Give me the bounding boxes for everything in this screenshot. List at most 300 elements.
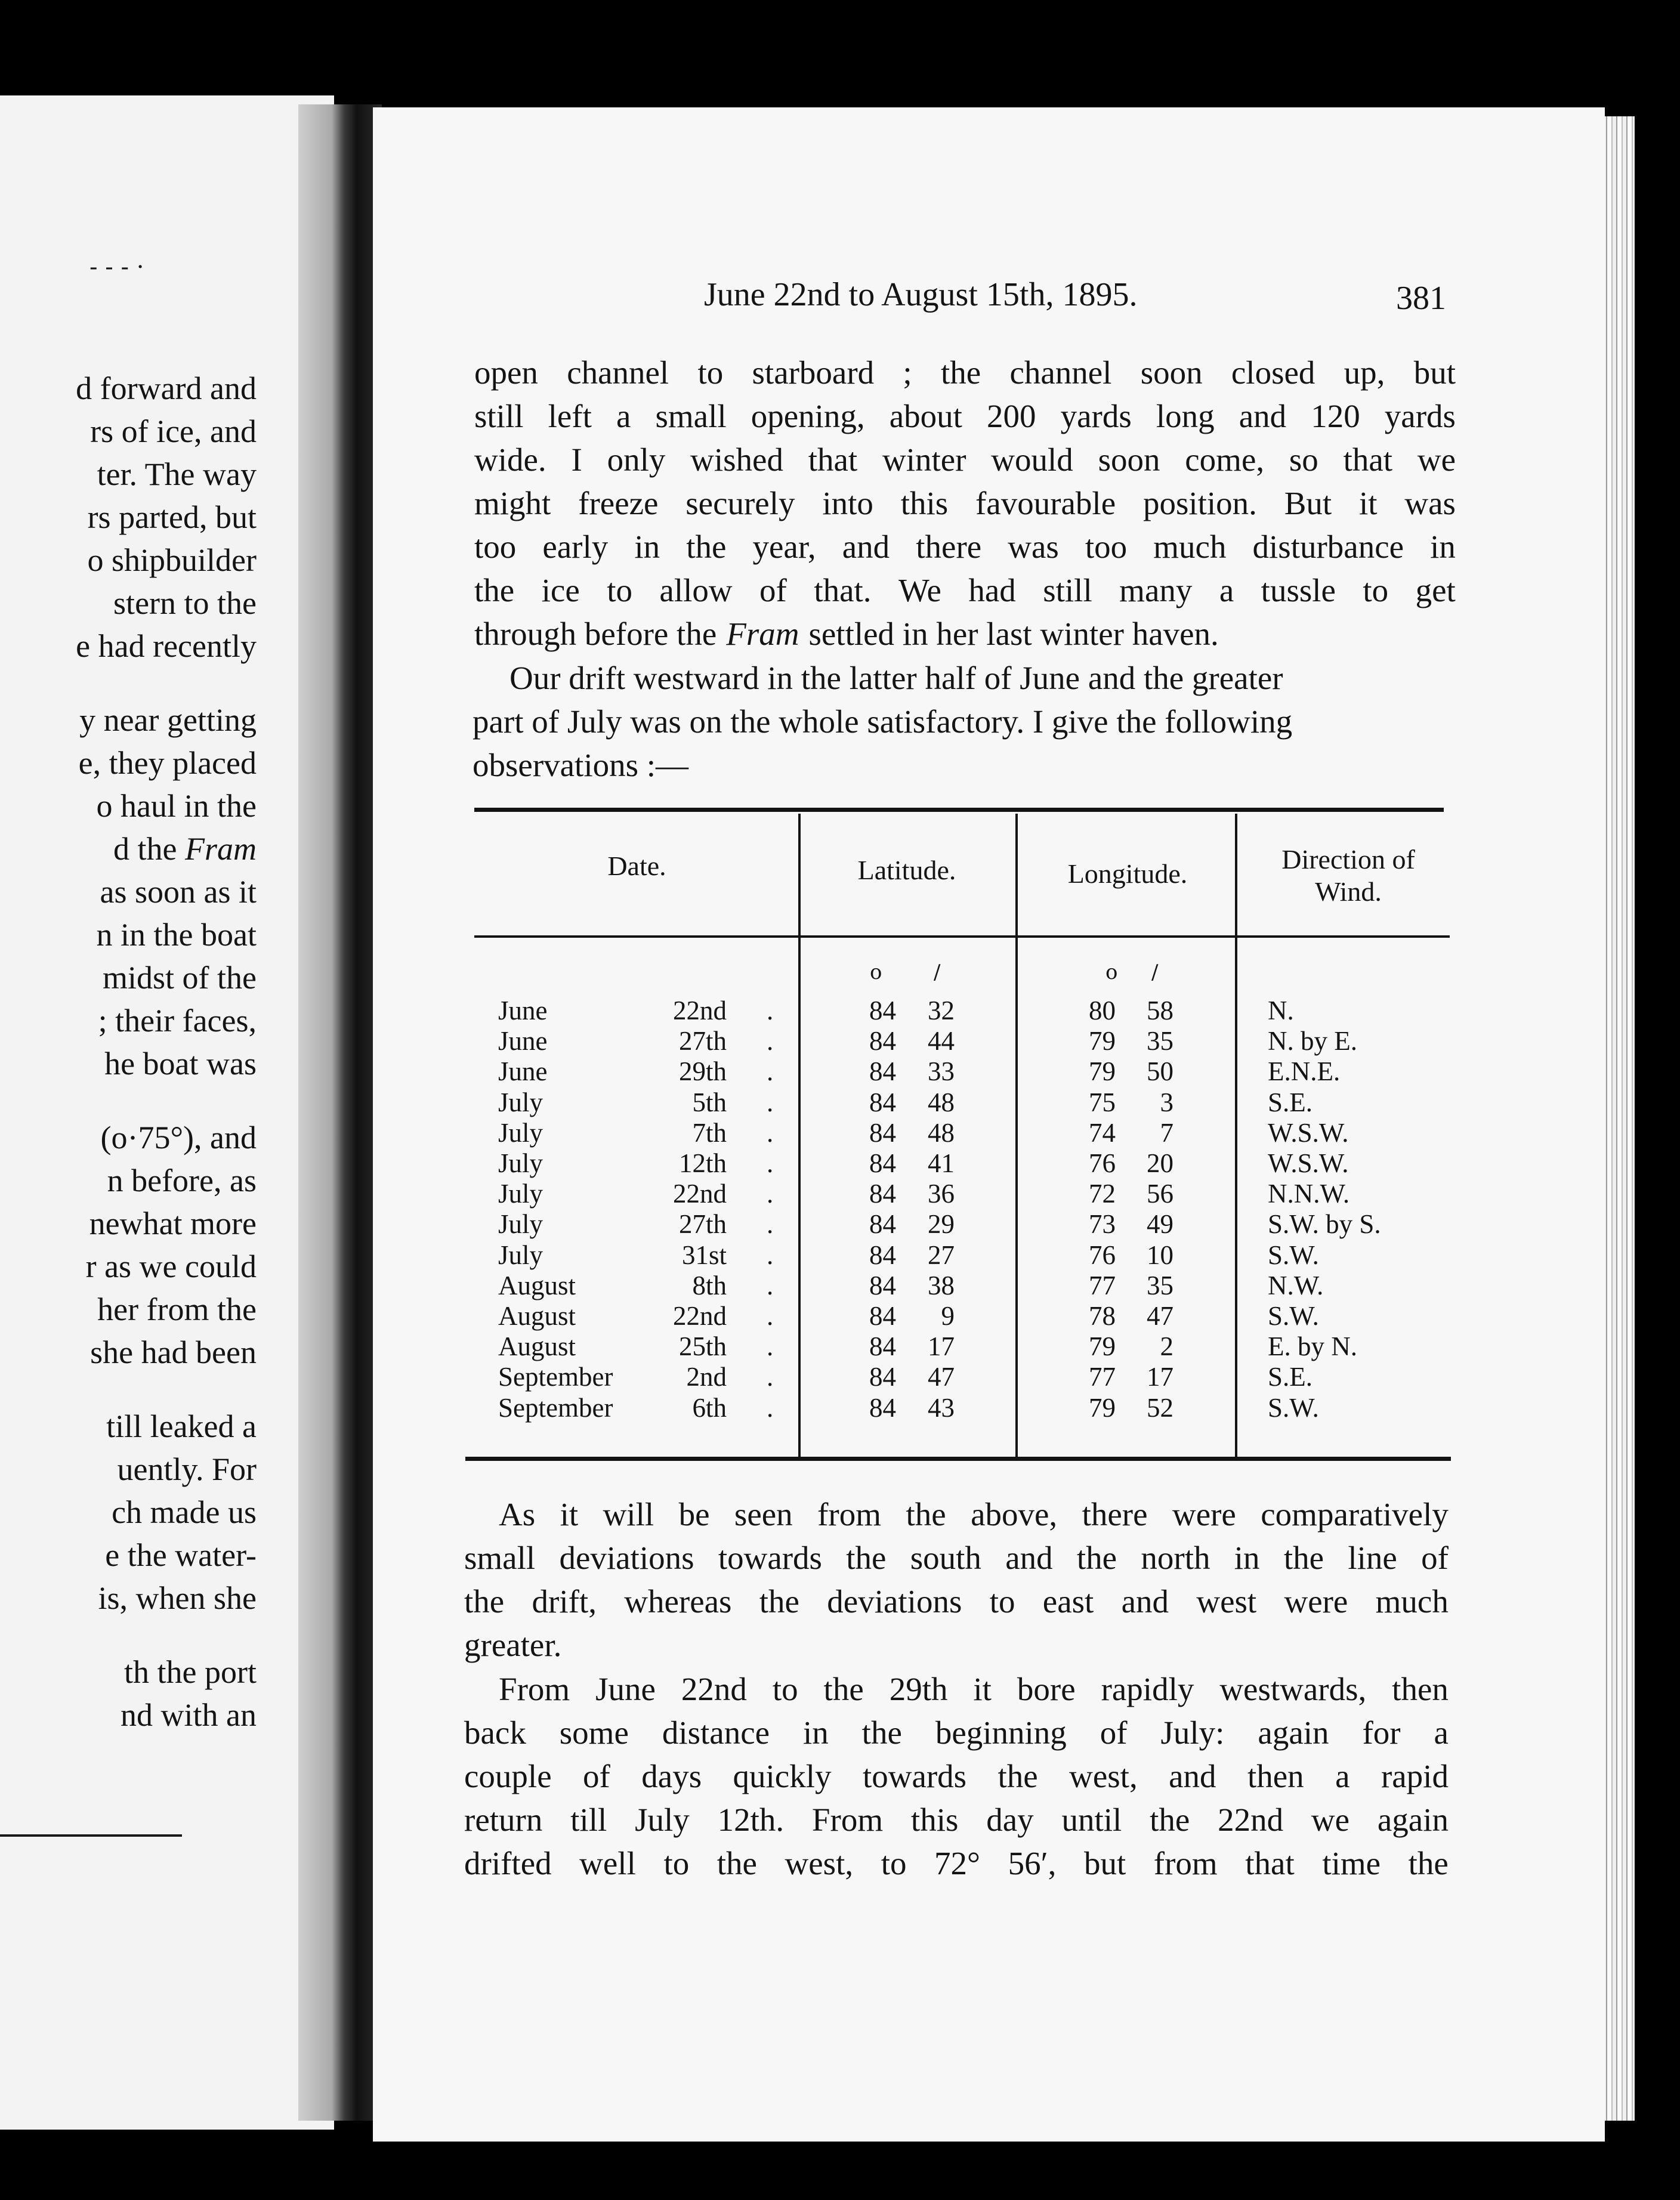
header-date: Date.: [607, 851, 666, 881]
paragraph-4-line: [464, 1711, 1449, 1754]
word: too: [1085, 529, 1128, 565]
word: the: [906, 1496, 946, 1532]
header-wind-line-1: Direction of: [1281, 844, 1415, 875]
latitude-degrees-cell: 84: [869, 1392, 896, 1423]
wind-cell: N. by E.: [1268, 1026, 1357, 1056]
latitude-degrees-cell: 84: [869, 1209, 896, 1240]
word: the: [474, 572, 515, 608]
wind-cell: S.E.: [1268, 1087, 1313, 1117]
latitude-degrees-cell: 84: [869, 1270, 896, 1300]
longitude-minutes-cell: 49: [1147, 1209, 1173, 1240]
day-cell: 25th: [678, 1331, 727, 1362]
word: seen: [734, 1496, 793, 1532]
latitude-minutes-cell: 36: [928, 1179, 955, 1209]
word: return: [464, 1802, 543, 1838]
day-cell: 7th: [692, 1117, 727, 1148]
longitude-degrees-cell: 74: [1089, 1117, 1116, 1148]
day-cell: 8th: [692, 1270, 727, 1300]
header-latitude: Latitude.: [857, 855, 956, 885]
word: a: [616, 398, 631, 434]
leader-dot: .: [767, 1026, 774, 1056]
word: rapid: [1381, 1758, 1449, 1794]
word: the: [717, 1845, 757, 1881]
paragraph-3-line: [464, 1493, 1449, 1536]
leader-dot: .: [767, 1240, 774, 1270]
word: was: [1404, 485, 1456, 521]
left-page-line: newhat more: [89, 1206, 257, 1241]
latitude-minutes-cell: 17: [928, 1331, 955, 1362]
word: and: [1121, 1583, 1169, 1620]
word: still: [474, 398, 524, 434]
left-page-line: e the water-: [105, 1537, 257, 1573]
word: only: [607, 441, 666, 478]
left-page-italic: Fram: [185, 831, 257, 867]
paragraph-3-line: [464, 1623, 1449, 1667]
word: ice: [541, 572, 580, 608]
word: well: [579, 1845, 636, 1881]
longitude-minutes-cell: 2: [1160, 1331, 1173, 1362]
left-page-line: stern to the: [113, 585, 257, 621]
leader-dot: .: [767, 1179, 774, 1209]
longitude-minutes-cell: 47: [1147, 1301, 1173, 1331]
month-cell: June: [498, 1026, 548, 1056]
word: a: [1335, 1758, 1350, 1794]
word: that: [808, 441, 858, 478]
word: in: [802, 1714, 829, 1751]
month-cell: September: [498, 1392, 613, 1423]
header-longitude: Longitude.: [1067, 858, 1188, 889]
word: small: [655, 398, 727, 434]
word: north: [1141, 1540, 1210, 1576]
table-row: [0, 995, 1680, 1026]
word: were: [1172, 1496, 1236, 1532]
word: this: [910, 1802, 959, 1838]
word: the: [464, 1583, 505, 1620]
word: freeze: [578, 485, 659, 521]
word: open: [474, 354, 538, 391]
paragraph-4-line: [464, 1841, 1449, 1885]
word: so: [1289, 441, 1318, 478]
wind-cell: E. by N.: [1268, 1331, 1357, 1362]
latitude-minutes-cell: 33: [928, 1056, 955, 1087]
month-cell: July: [498, 1179, 543, 1209]
day-cell: 31st: [681, 1240, 727, 1270]
word: channel: [567, 354, 669, 391]
left-page-line: e had recently: [76, 628, 257, 664]
table-top-rule: [474, 808, 1444, 812]
word: line: [1348, 1540, 1397, 1576]
leader-dot: .: [767, 1301, 774, 1331]
word: the: [759, 1583, 799, 1620]
longitude-minutes-cell: 35: [1147, 1026, 1173, 1056]
left-page-line: till leaked a: [106, 1408, 257, 1444]
word: come,: [1185, 441, 1265, 478]
word: starboard: [752, 354, 875, 391]
paragraph-2-line: observations :—: [472, 747, 689, 783]
word: many: [1119, 572, 1193, 608]
word: and: [1169, 1758, 1216, 1794]
longitude-degrees-cell: 78: [1089, 1301, 1116, 1331]
month-cell: June: [498, 996, 548, 1025]
left-page-line: th the port: [124, 1654, 257, 1690]
word: the: [1408, 1845, 1449, 1881]
month-cell: July: [498, 1209, 543, 1240]
wind-cell: S.W.: [1268, 1392, 1319, 1423]
word: opening,: [751, 398, 865, 434]
running-head: June 22nd to August 15th, 1895.: [704, 276, 1138, 313]
word: might: [474, 485, 551, 521]
page-number: 381: [1396, 280, 1446, 317]
left-page-line: uently. For: [117, 1451, 257, 1487]
wind-cell: W.S.W.: [1268, 1117, 1349, 1148]
day-cell: 5th: [692, 1087, 727, 1117]
word: that: [1245, 1845, 1295, 1881]
left-page-line: [0, 1620, 257, 1651]
word: the: [998, 1758, 1038, 1794]
day-cell: 27th: [678, 1026, 727, 1056]
wind-cell: W.S.W.: [1268, 1148, 1349, 1178]
word: July:: [1160, 1714, 1225, 1751]
word: a: [1434, 1714, 1449, 1751]
word: for: [1362, 1714, 1401, 1751]
word: soon: [1098, 441, 1160, 478]
word: west,: [785, 1845, 854, 1881]
left-page-line: o shipbuilder: [87, 542, 257, 578]
table-row: [0, 1300, 1680, 1331]
month-cell: August: [498, 1270, 576, 1300]
longitude-minutes-cell: 35: [1147, 1270, 1173, 1300]
word: there: [916, 529, 982, 565]
wind-cell: S.W.: [1268, 1240, 1319, 1270]
latitude-minutes-cell: 44: [928, 1026, 955, 1056]
word: greater.: [464, 1627, 562, 1663]
latitude-minutes-cell: 48: [928, 1087, 955, 1117]
word: was: [1008, 529, 1059, 565]
word: wide.: [474, 441, 546, 478]
longitude-degrees-cell: 79: [1089, 1056, 1116, 1087]
left-page-line: midst of the: [103, 960, 257, 996]
day-cell: 22nd: [673, 996, 727, 1025]
word: back: [464, 1714, 526, 1751]
word: From: [811, 1802, 884, 1838]
paragraph-1-line: [474, 481, 1456, 525]
word: the: [1283, 1540, 1324, 1576]
month-cell: July: [498, 1240, 543, 1270]
longitude-minutes-cell: 58: [1147, 996, 1173, 1025]
word: wished: [690, 441, 783, 478]
latitude-minutes-cell: 27: [928, 1240, 955, 1270]
left-page-line: (o·75°), and: [100, 1120, 257, 1155]
month-cell: June: [498, 1056, 548, 1087]
word: closed: [1231, 354, 1315, 391]
day-cell: 6th: [692, 1392, 727, 1423]
table-row: [0, 1117, 1680, 1148]
word: westwards,: [1219, 1671, 1367, 1707]
word: settled in her last winter haven.: [808, 616, 1219, 652]
table-row: [0, 1056, 1680, 1087]
word: drift,: [532, 1583, 597, 1620]
word: of: [759, 572, 787, 608]
paragraph-4-line: [464, 1798, 1449, 1841]
paragraph-4-line: [464, 1754, 1449, 1798]
paragraph-1-line: [474, 568, 1456, 612]
table-bottom-rule: [465, 1457, 1451, 1461]
word: distance: [662, 1714, 770, 1751]
word: to: [697, 354, 724, 391]
left-page-line: her from the: [97, 1291, 257, 1327]
left-page-line: r as we could: [85, 1249, 257, 1284]
word: the: [1150, 1802, 1190, 1838]
latitude-minutes-cell: 43: [928, 1392, 955, 1423]
word: June: [595, 1671, 656, 1707]
left-page-line: rs parted, but: [87, 499, 257, 535]
word: towards: [862, 1758, 967, 1794]
word: disturbance: [1252, 529, 1404, 565]
latitude-minutes-cell: 41: [928, 1148, 955, 1178]
left-page-line: e, they placed: [78, 745, 257, 781]
leader-dot: .: [767, 1209, 774, 1240]
word: deviations: [827, 1583, 962, 1620]
word: 22nd: [681, 1671, 747, 1707]
word: south: [910, 1540, 981, 1576]
longitude-minutes-cell: 20: [1147, 1148, 1173, 1178]
longitude-degrees-cell: 76: [1089, 1148, 1116, 1178]
word: still: [1043, 572, 1092, 608]
word: to: [772, 1671, 798, 1707]
word: to: [663, 1845, 690, 1881]
paragraph-4-line: [464, 1667, 1449, 1711]
word: it: [560, 1496, 579, 1532]
word: west,: [1069, 1758, 1138, 1794]
longitude-degrees-cell: 76: [1089, 1240, 1116, 1270]
word: into: [822, 485, 873, 521]
word: the: [686, 529, 727, 565]
left-page-line: d forward and: [76, 370, 257, 406]
word: We: [898, 572, 941, 608]
leader-dot: .: [767, 1362, 774, 1392]
left-page-line: y near getting: [79, 702, 257, 738]
paragraph-1-line: [474, 438, 1456, 481]
word: the: [1076, 1540, 1117, 1576]
word: in: [1430, 529, 1456, 565]
leader-dot: .: [767, 1392, 774, 1423]
word: above,: [971, 1496, 1058, 1532]
left-page-line: he boat was: [104, 1046, 257, 1082]
latitude-degrees-cell: 84: [869, 1087, 896, 1117]
longitude-minutes-cell: 50: [1147, 1056, 1173, 1087]
word: of: [1100, 1714, 1128, 1751]
left-page-rule: [0, 1834, 182, 1837]
word: will: [603, 1496, 654, 1532]
paragraph-1-line: [474, 394, 1456, 438]
left-page-line: she had been: [90, 1334, 257, 1370]
left-page-line: d the Fram: [113, 831, 257, 867]
paragraph-1-line: [474, 351, 1456, 394]
table-row: [0, 1025, 1680, 1056]
longitude-minutes-cell: 17: [1147, 1362, 1173, 1392]
longitude-degrees-cell: 77: [1089, 1270, 1116, 1300]
word: couple: [464, 1758, 552, 1794]
leader-dot: .: [767, 1056, 774, 1087]
word: small: [464, 1540, 536, 1576]
leader-dot: .: [767, 1331, 774, 1362]
word: But: [1284, 485, 1332, 521]
table-row: [0, 1087, 1680, 1118]
month-cell: July: [498, 1148, 543, 1178]
word: from: [1153, 1845, 1218, 1881]
left-page-line: n before, as: [107, 1163, 257, 1198]
day-cell: 22nd: [673, 1301, 727, 1331]
table-row: [0, 1240, 1680, 1271]
word: 72°: [934, 1845, 981, 1881]
word: that: [1343, 441, 1393, 478]
longitude-minutes-cell: 10: [1147, 1240, 1173, 1270]
word: the: [846, 1540, 887, 1576]
word: until: [1061, 1802, 1122, 1838]
latitude-minute-unit: /: [934, 960, 941, 984]
word: then: [1392, 1671, 1449, 1707]
longitude-degrees-cell: 73: [1089, 1209, 1116, 1240]
word: we: [1417, 441, 1456, 478]
paragraph-3-line: [464, 1580, 1449, 1623]
word: it: [973, 1671, 992, 1707]
left-page-line: nd with an: [121, 1697, 257, 1733]
word: allow: [659, 572, 733, 608]
word: channel: [1009, 354, 1112, 391]
table-row: [0, 1361, 1680, 1392]
header-wind-line-2: Wind.: [1315, 876, 1382, 907]
month-cell: September: [498, 1362, 613, 1392]
word: Fram: [726, 616, 799, 652]
word: beginning: [935, 1714, 1067, 1751]
word: we: [1311, 1802, 1350, 1838]
longitude-degrees-cell: 79: [1089, 1392, 1116, 1423]
day-cell: 29th: [678, 1056, 727, 1087]
paragraph-2-line: part of July was on the whole satisfactory. I give the following: [472, 703, 1293, 740]
latitude-minutes-cell: 32: [928, 996, 955, 1025]
leader-dot: .: [767, 1117, 774, 1148]
latitude-minutes-cell: 47: [928, 1362, 955, 1392]
word: through before the: [474, 616, 717, 652]
word: 200: [987, 398, 1036, 434]
month-cell: August: [498, 1301, 576, 1331]
latitude-degrees-cell: 84: [869, 1240, 896, 1270]
word: early: [542, 529, 609, 565]
word: drifted: [464, 1845, 552, 1881]
paragraph-1-line: [474, 525, 1456, 568]
word: to: [607, 572, 632, 608]
wind-cell: N.: [1268, 996, 1294, 1025]
paragraph-1: [474, 351, 1456, 656]
word: of: [583, 1758, 610, 1794]
left-page-line: n in the boat: [96, 917, 257, 953]
word: too: [474, 529, 517, 565]
word: but: [1413, 354, 1456, 391]
word: again: [1258, 1714, 1329, 1751]
word: From: [499, 1671, 570, 1707]
latitude-degrees-cell: 84: [869, 1179, 896, 1209]
paragraph-3: [464, 1493, 1449, 1667]
word: would: [991, 441, 1073, 478]
wind-cell: S.W. by S.: [1268, 1209, 1381, 1240]
latitude-degrees-cell: 84: [869, 996, 896, 1025]
latitude-degrees-cell: 84: [869, 1056, 896, 1087]
word: that.: [814, 572, 872, 608]
word: get: [1415, 572, 1456, 608]
paragraph-2: [472, 656, 1454, 787]
word: left: [548, 398, 592, 434]
latitude-minutes-cell: 38: [928, 1270, 955, 1300]
paragraph-3-line: [464, 1536, 1449, 1580]
word: this: [900, 485, 949, 521]
word: long: [1156, 398, 1215, 434]
leader-dot: .: [767, 1087, 774, 1117]
word: yards: [1060, 398, 1132, 434]
word: east: [1042, 1583, 1094, 1620]
left-page-line: ch made us: [112, 1494, 257, 1530]
word: the: [861, 1714, 902, 1751]
month-cell: August: [498, 1331, 576, 1362]
latitude-degrees-cell: 84: [869, 1026, 896, 1056]
wind-cell: N.N.W.: [1268, 1179, 1350, 1209]
word: quickly: [733, 1758, 832, 1794]
longitude-minute-unit: /: [1151, 960, 1159, 984]
word: but: [1083, 1845, 1126, 1881]
word: yards: [1384, 398, 1456, 434]
longitude-degrees-cell: 79: [1089, 1331, 1116, 1362]
word: ;: [903, 354, 912, 391]
word: to: [881, 1845, 907, 1881]
latitude-degree-unit: o: [870, 960, 882, 984]
word: and: [1239, 398, 1287, 434]
word: 120: [1311, 398, 1360, 434]
longitude-degree-unit: o: [1105, 960, 1118, 984]
word: rapidly: [1101, 1671, 1194, 1707]
longitude-degrees-cell: 77: [1089, 1362, 1116, 1392]
word: were: [1284, 1583, 1348, 1620]
latitude-degrees-cell: 84: [869, 1331, 896, 1362]
word: in: [1234, 1540, 1260, 1576]
longitude-degrees-cell: 75: [1089, 1087, 1116, 1117]
word: again: [1377, 1802, 1449, 1838]
left-page-line: as soon as it: [100, 874, 257, 910]
word: towards: [718, 1540, 822, 1576]
day-cell: 2nd: [686, 1362, 727, 1392]
word: deviations: [559, 1540, 694, 1576]
word: and: [1005, 1540, 1053, 1576]
latitude-degrees-cell: 84: [869, 1117, 896, 1148]
table-header-rule: [474, 935, 1450, 938]
word: much: [1153, 529, 1227, 565]
word: much: [1375, 1583, 1449, 1620]
left-page-line: ; their faces,: [98, 1003, 257, 1039]
leader-dot: .: [767, 1270, 774, 1300]
word: securely: [685, 485, 795, 521]
left-page-line: ter. The way: [97, 456, 257, 492]
left-page-line: rs of ice, and: [90, 413, 257, 449]
day-cell: 12th: [678, 1148, 727, 1178]
word: to: [1363, 572, 1389, 608]
word: a: [1219, 572, 1234, 608]
word: day: [986, 1802, 1034, 1838]
longitude-minutes-cell: 7: [1160, 1117, 1173, 1148]
table-row: [0, 1270, 1680, 1301]
word: west: [1196, 1583, 1257, 1620]
word: had: [968, 572, 1016, 608]
left-page-line: is, when she: [98, 1580, 257, 1616]
day-cell: 27th: [678, 1209, 727, 1240]
latitude-minutes-cell: 9: [941, 1301, 955, 1331]
